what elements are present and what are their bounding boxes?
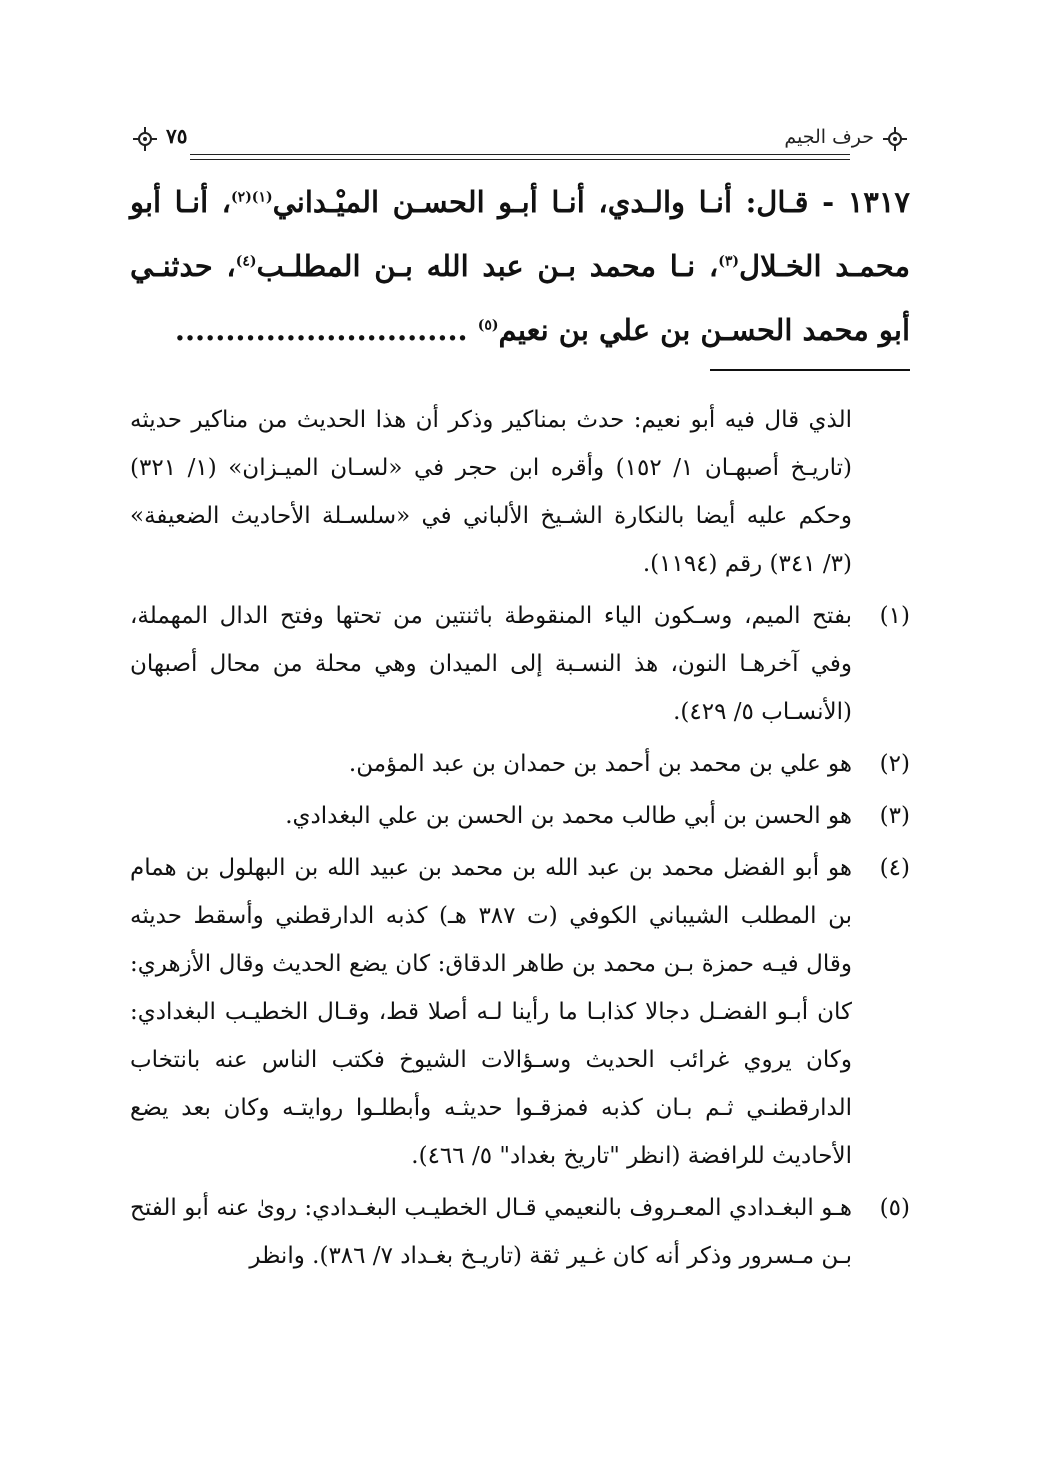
- footnote-item: [130, 792, 910, 840]
- ornament-right-icon: [880, 124, 910, 154]
- footnote-item: [130, 740, 910, 788]
- main-text: [130, 170, 910, 362]
- dots-leader: .............................: [174, 313, 478, 347]
- footnote-ref: (٤): [235, 253, 257, 270]
- text-segment: ١٣١٧ - قـال: أنـا والـدي، أنـا أبـو الحسـن الميْـداني: [272, 185, 910, 219]
- footnote-item: [130, 592, 910, 736]
- footnote-text: هو الحسن بن أبي طالب محمد بن الحسن بن علي البغدادي.: [285, 803, 852, 829]
- footnote-number: (١): [879, 603, 910, 629]
- footnote-number: (٣): [879, 803, 910, 829]
- footnote-ref: (٥): [477, 317, 499, 334]
- footnote-text: بفتح الميم، وسـكون الياء المنقوطة باثنتين من تحتها وفتح الدال المهملة، وفي آخرهـا النون، هذ النسـبة إلى الميدان وهي محلة من محال أصبهان (الأنسـاب ٥/ ٤٢٩).: [130, 603, 852, 725]
- footnote-number: (٢): [879, 751, 910, 777]
- footnote-number: (٤): [879, 855, 910, 881]
- footnote-number: (٥): [879, 1195, 910, 1221]
- running-header: [130, 124, 910, 160]
- header-rule: [190, 154, 850, 160]
- footnote-separator: [710, 369, 910, 371]
- footnote-ref: (٣): [718, 253, 740, 270]
- footnote-ref: (١)(٢): [231, 189, 273, 206]
- footnote-text: هو علي بن محمد بن أحمد بن حمدان بن عبد المؤمن.: [348, 751, 852, 777]
- text-segment: ، نـا محمد بـن عبد الله بـن المطلـب: [256, 249, 719, 283]
- footnotes: [130, 396, 910, 1280]
- footnote-continuation: الذي قال فيه أبو نعيم: حدث بمناكير وذكر أن هذا الحديث من مناكير حديثه (تاريـخ أصبهـان ١/ ١٥٢) وأقره ابن حجر في «لسـان الميـزان» (١/ ٣٢١) وحكم عليه أيضا بالنكارة الشـيخ الألباني في «سلسـلة الأحاديث الضعيفة» (٣/ ٣٤١) رقم (١١٩٤).: [130, 407, 853, 577]
- text-segment: ، حدثنـي أبو محمد الحسـن بن علي بن نعيم: [130, 249, 910, 347]
- hadith-paragraph: [130, 170, 910, 362]
- chapter-title: حرف الجيم: [784, 126, 874, 148]
- footnote-item: [130, 1184, 910, 1280]
- page-number: ٧٥: [166, 124, 188, 148]
- ornament-left-icon: [130, 124, 160, 154]
- footnote-text: هـو البغـدادي المعـروف بالنعيمي قـال الخطيـب البغـدادي: روىٰ عنه أبو الفتح بـن مـسرور وذكر أنه كان غـير ثقة (تاريـخ بغـداد ٧/ ٣٨٦). وانظر: [130, 1195, 852, 1269]
- footnote-item: [130, 844, 910, 1180]
- text-segment: ، أنـا أبو محمـد الخـلال: [130, 185, 910, 283]
- footnote-text: هو أبو الفضل محمد بن عبد الله بن محمد بن عبيد الله بن البهلول بن همام بن المطلب الشيباني الكوفي (ت ٣٨٧ هـ) كذبه الدارقطني وأسقط حديثه وقال فيـه حمزة بـن محمد بن طاهر الدقاق: كان يضع الحديث وقال الأزهري: كان أبـو الفضـل دجالا كذابـا ما رأينا لـه أصلا قط، وقـال الخطيـب البغدادي: وكان يروي غرائب الحديث وسـؤالات الشيوخ فكتب الناس عنه بانتخاب الدارقطنـي ثـم بـان كذبه فمزقـوا حديثـه وأبطلـوا روايتـه وكان بعد يضع الأحاديث للرافضة (انظر "تاريخ بغداد" ٥/ ٤٦٦).: [130, 855, 853, 1169]
